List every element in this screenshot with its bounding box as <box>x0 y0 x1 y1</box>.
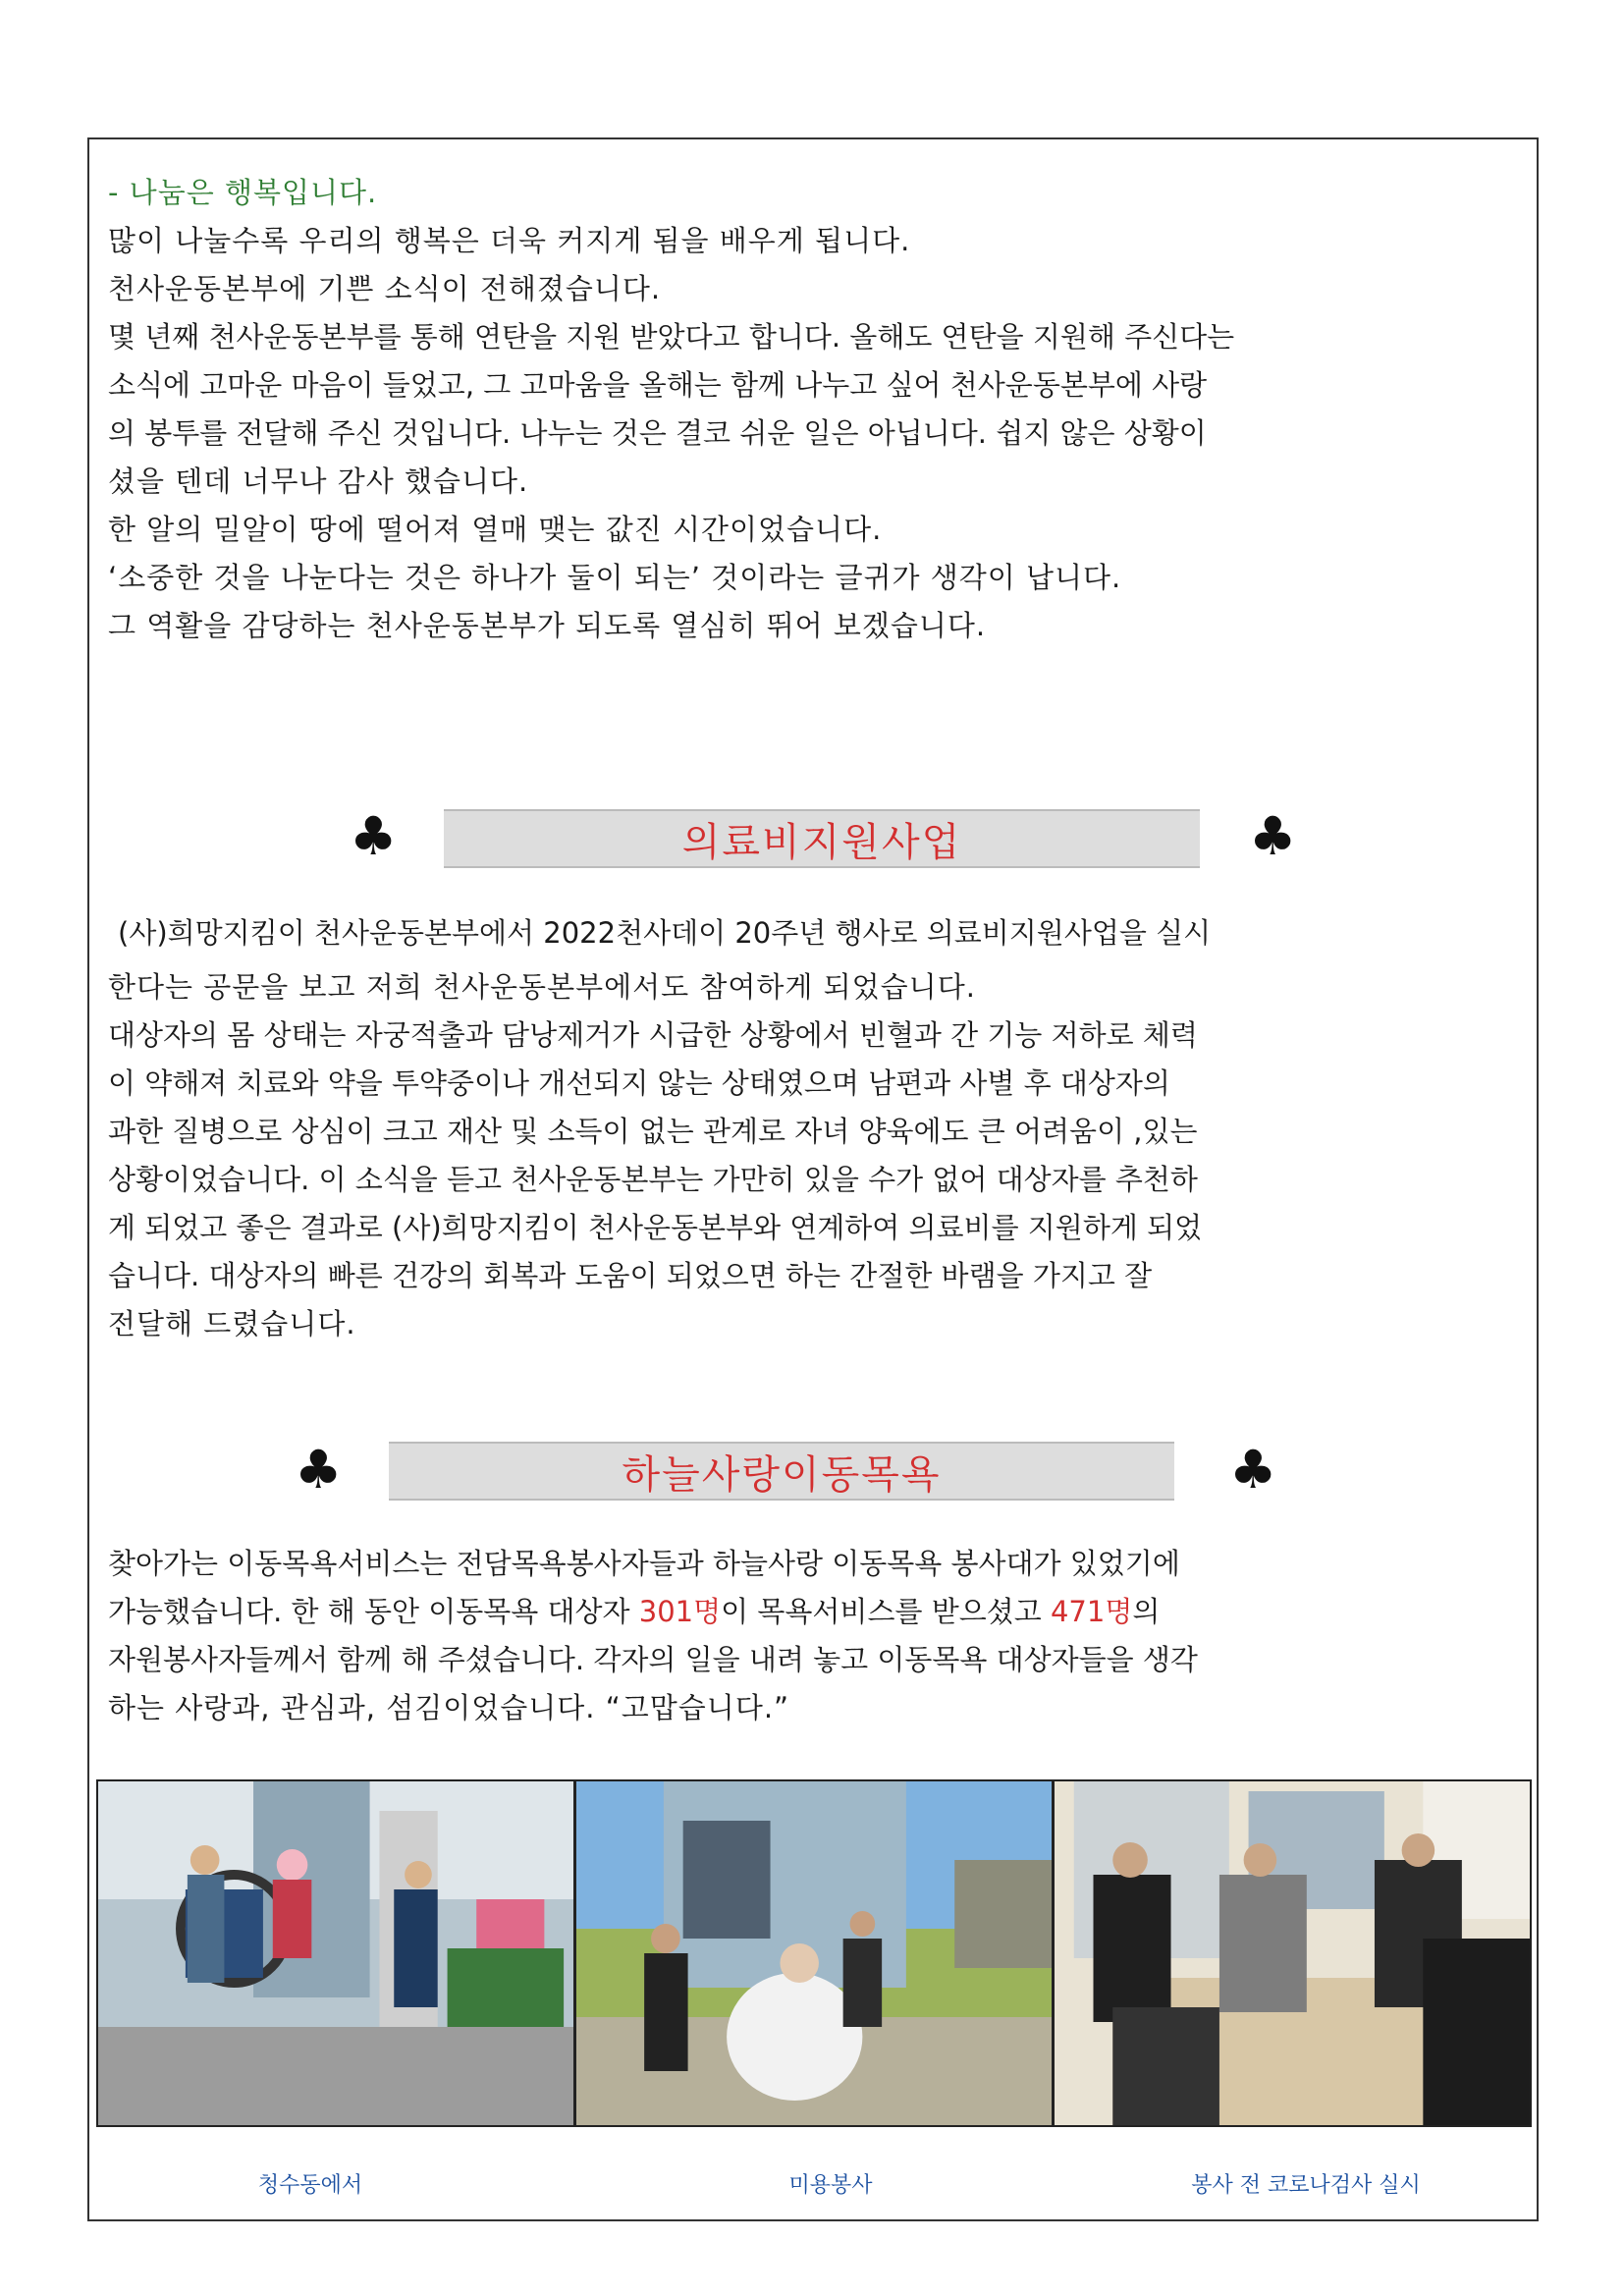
photo-covid-test <box>1055 1781 1530 2125</box>
club-icon: ♣ <box>295 1439 343 1501</box>
intro-section <box>108 169 1522 650</box>
intro-line: 셨을 텐데 너무나 감사 했습니다. <box>108 465 529 498</box>
intro-line: 많이 나눌수록 우리의 행복은 더욱 커지게 됨을 배우게 됩니다. <box>108 224 911 257</box>
section-title-medical: 의료비지원사업 <box>444 809 1200 868</box>
bath-count-recipients: 301명 <box>638 1595 722 1628</box>
bath-line: 찾아가는 이동목욕서비스는 전담목욕봉사자들과 하늘사랑 이동목욕 봉사대가 있었기에 <box>108 1547 1180 1580</box>
medical-line: 전달해 드렸습니다. <box>108 1307 356 1340</box>
club-icon: ♣ <box>350 805 398 867</box>
medical-line: (사)희망지킴이 천사운동본부에서 2022천사데이 20주년 행사로 의료비지원사업을 실시 <box>118 916 1212 950</box>
bath-count-volunteers: 471명 <box>1050 1595 1133 1628</box>
intro-line: 소식에 고마운 마음이 들었고, 그 고마움을 올해는 함께 나누고 싶어 천사운동본부에 사랑 <box>108 368 1208 402</box>
medical-line: 상황이었습니다. 이 소식을 듣고 천사운동본부는 가만히 있을 수가 없어 대상자를 추천하 <box>108 1163 1198 1196</box>
medical-line: 과한 질병으로 상심이 크고 재산 및 소득이 없는 관계로 자녀 양육에도 큰 어려움이 ,있는 <box>108 1115 1198 1148</box>
club-icon: ♣ <box>1229 1439 1277 1501</box>
medical-line: 이 약해져 치료와 약을 투약중이나 개선되지 않는 상태였으며 남편과 사별 후 대상자의 <box>108 1066 1170 1100</box>
photo-cheongsu <box>98 1781 576 2125</box>
bath-section <box>108 1540 1522 1732</box>
bath-text: 의 <box>1132 1595 1161 1628</box>
photo-hairdressing <box>576 1781 1055 2125</box>
bath-line: 자원봉사자들께서 함께 해 주셨습니다. 각자의 일을 내려 놓고 이동목욕 대상자들을 생각 <box>108 1643 1198 1676</box>
photo-caption: 미용봉사 <box>788 2173 873 2198</box>
intro-heading: - 나눔은 행복입니다. <box>108 176 378 209</box>
photo-caption: 봉사 전 코로나검사 실시 <box>1191 2173 1421 2198</box>
bath-text: 이 목욕서비스를 받으셨고 <box>721 1595 1051 1628</box>
bath-line: 하는 사랑과, 관심과, 섬김이었습니다. “고맙습니다.” <box>108 1691 790 1724</box>
medical-section <box>108 909 1522 1348</box>
intro-line: 천사운동본부에 기쁜 소식이 전해졌습니다. <box>108 272 662 305</box>
intro-line: 몇 년째 천사운동본부를 통해 연탄을 지원 받았다고 합니다. 올해도 연탄을 지원해 주신다는 <box>108 320 1235 354</box>
photo-caption: 청수동에서 <box>257 2173 363 2198</box>
intro-line: 의 봉투를 전달해 주신 것입니다. 나누는 것은 결코 쉬운 일은 아닙니다. 쉽지 않은 상황이 <box>108 416 1207 450</box>
medical-line: 게 되었고 좋은 결과로 (사)희망지킴이 천사운동본부와 연계하여 의료비를 지원하게 되었 <box>108 1211 1203 1244</box>
section-title-bath: 하늘사랑이동목욕 <box>389 1442 1174 1501</box>
club-icon: ♣ <box>1249 805 1297 867</box>
medical-line: 한다는 공문을 보고 저희 천사운동본부에서도 참여하게 되었습니다. <box>108 970 976 1004</box>
intro-line: 한 알의 밀알이 땅에 떨어져 열매 맺는 값진 시간이었습니다. <box>108 513 883 546</box>
medical-line: 대상자의 몸 상태는 자궁적출과 담낭제거가 시급한 상황에서 빈혈과 간 기능 저하로 체력 <box>108 1018 1198 1052</box>
intro-line: ‘소중한 것을 나눈다는 것은 하나가 둘이 되는’ 것이라는 글귀가 생각이 납니다. <box>108 561 1122 594</box>
medical-line: 습니다. 대상자의 빠른 건강의 회복과 도움이 되었으면 하는 간절한 바램을 가지고 잘 <box>108 1259 1153 1292</box>
photo-strip <box>96 1779 1532 2127</box>
bath-line <box>108 1588 1522 1636</box>
intro-line: 그 역활을 감당하는 천사운동본부가 되도록 열심히 뛰어 보겠습니다. <box>108 609 987 642</box>
bath-text: 가능했습니다. 한 해 동안 이동목욕 대상자 <box>108 1595 639 1628</box>
